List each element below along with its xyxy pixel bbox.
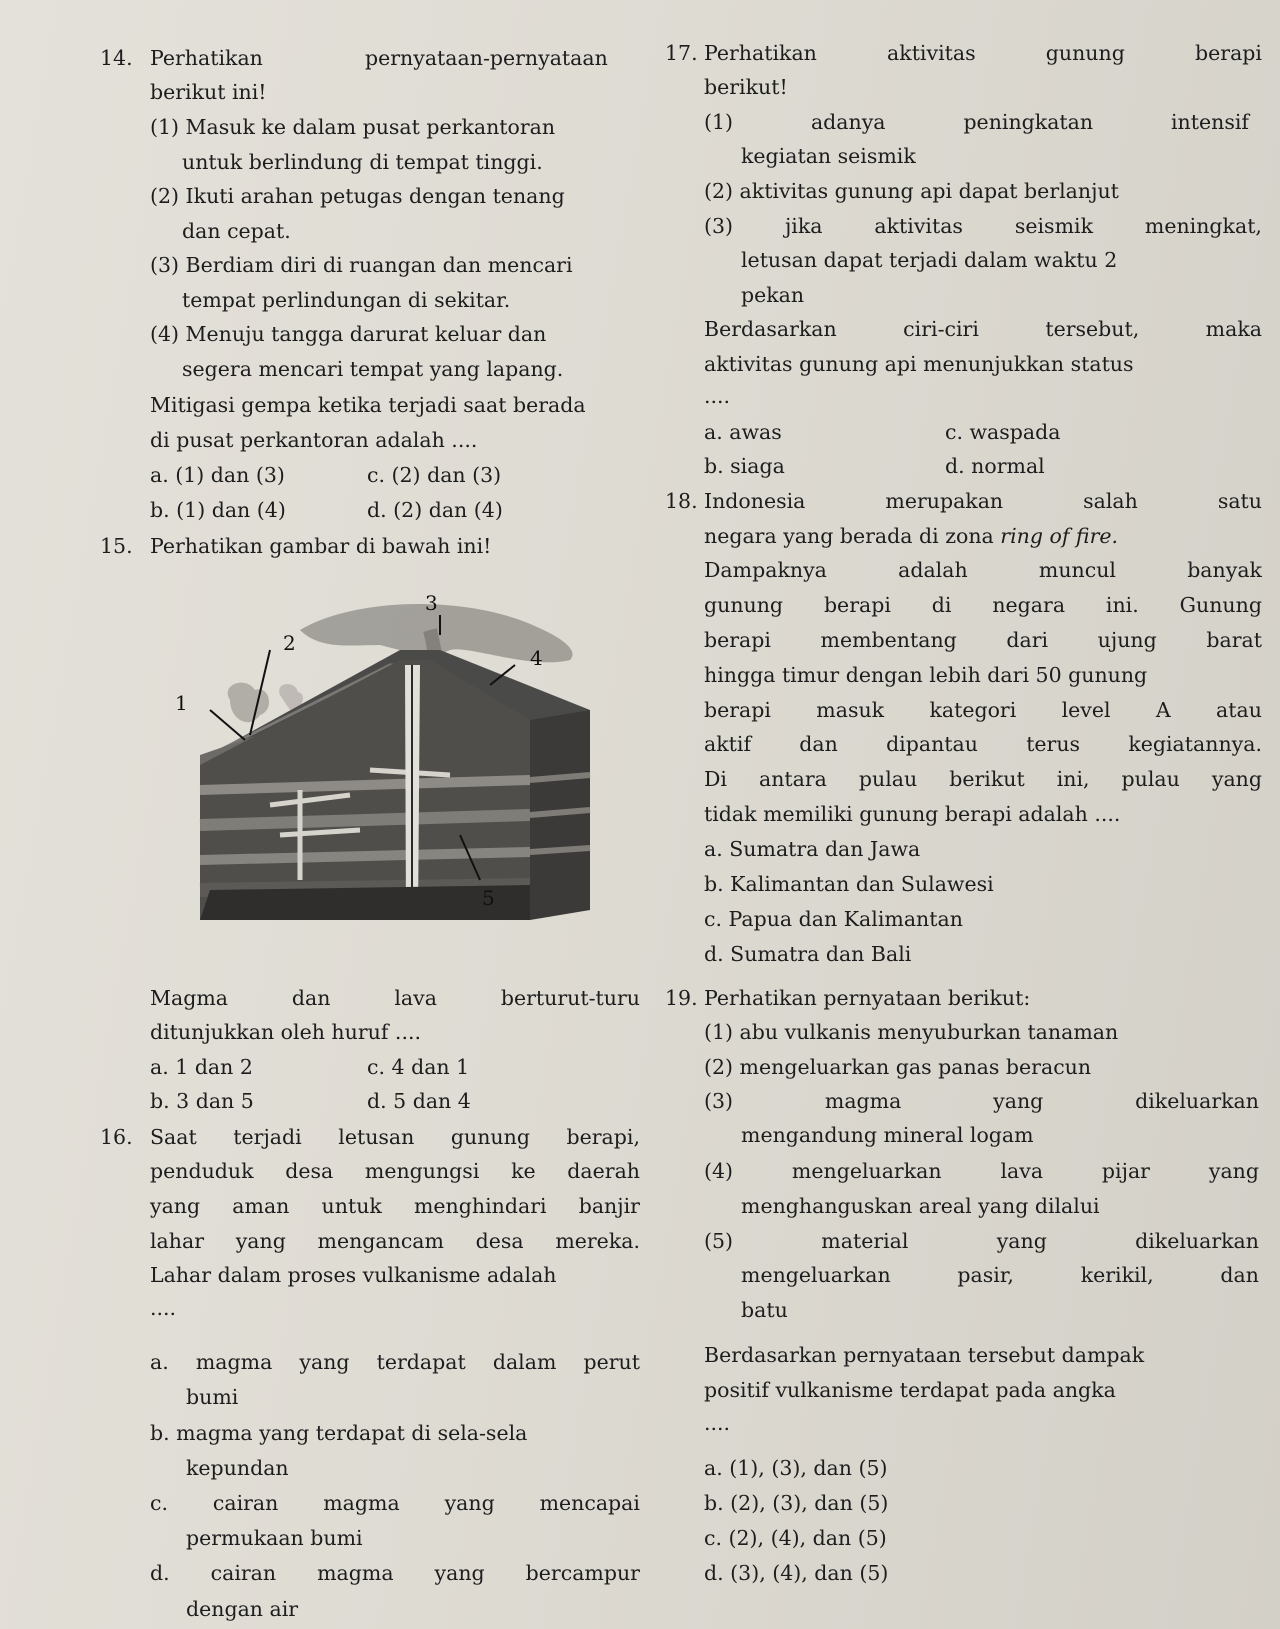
diagram-label-1: 1: [175, 691, 188, 715]
q19-option-c[interactable]: c. (2), (4), dan (5): [704, 1526, 887, 1550]
diagram-label-3: 3: [425, 591, 438, 615]
q17-statement-2: (2) aktivitas gunung api dapat berlanjut: [704, 179, 1119, 203]
q17-question: Berdasarkan ciri-ciri tersebut, maka: [704, 317, 1262, 341]
q19-option-d[interactable]: d. (3), (4), dan (5): [704, 1561, 889, 1585]
q14-option-a[interactable]: a. (1) dan (3): [150, 463, 285, 487]
q19-option-b[interactable]: b. (2), (3), dan (5): [704, 1491, 889, 1515]
q17-number: 17.: [665, 41, 698, 65]
q17-statement-3: (3) jika aktivitas seismik meningkat,: [704, 214, 1262, 238]
q17-option-c[interactable]: c. waspada: [945, 420, 1061, 444]
q17-statement-3: pekan: [741, 283, 805, 307]
q19-question: Berdasarkan pernyataan tersebut dampak: [704, 1343, 1145, 1367]
q19-statement-5: (5) material yang dikeluarkan: [704, 1229, 1259, 1253]
q17-statement-3: letusan dapat terjadi dalam waktu 2: [741, 248, 1118, 272]
q16-question: Lahar dalam proses vulkanisme adalah: [150, 1263, 557, 1287]
q18-question: berapi membentang dari ujung barat: [704, 628, 1262, 652]
q18-option-b[interactable]: b. Kalimantan dan Sulawesi: [704, 872, 994, 896]
q15-question: Magma dan lava berturut-turu: [150, 986, 640, 1010]
q17-question: aktivitas gunung api menunjukkan status: [704, 352, 1134, 376]
q18-question: Di antara pulau berikut ini, pulau yang: [704, 767, 1262, 791]
q18-question: gunung berapi di negara ini. Gunung: [704, 593, 1262, 617]
q17-option-d[interactable]: d. normal: [945, 454, 1045, 478]
q16-number: 16.: [100, 1125, 133, 1149]
q16-option-b[interactable]: kepundan: [186, 1456, 289, 1480]
q14-option-b[interactable]: b. (1) dan (4): [150, 498, 286, 522]
diagram-label-2: 2: [283, 631, 296, 655]
q15-number: 15.: [100, 534, 133, 558]
q16-question: Saat terjadi letusan gunung berapi,: [150, 1125, 640, 1149]
q19-intro: Perhatikan pernyataan berikut:: [704, 986, 1031, 1010]
q17-intro: Perhatikan aktivitas gunung berapi: [704, 41, 1262, 65]
q18-option-c[interactable]: c. Papua dan Kalimantan: [704, 907, 963, 931]
q14-option-d[interactable]: d. (2) dan (4): [367, 498, 503, 522]
q16-option-c[interactable]: c. cairan magma yang mencapai: [150, 1491, 640, 1515]
q14-question: di pusat perkantoran adalah ....: [150, 428, 478, 452]
q16-question: lahar yang mengancam desa mereka.: [150, 1229, 640, 1253]
q14-option-c[interactable]: c. (2) dan (3): [367, 463, 502, 487]
q17-intro: berikut!: [704, 75, 788, 99]
q14-statement-2: (2) Ikuti arahan petugas dengan tenang: [150, 184, 565, 208]
q15-option-b[interactable]: b. 3 dan 5: [150, 1089, 254, 1113]
q18-question: tidak memiliki gunung berapi adalah ....: [704, 802, 1121, 826]
q16-option-b[interactable]: b. magma yang terdapat di sela-sela: [150, 1421, 528, 1445]
q17-question: ....: [704, 384, 731, 408]
q18-question: negara yang berada di zona ring of fire.: [704, 524, 1119, 548]
q15-option-d[interactable]: d. 5 dan 4: [367, 1089, 471, 1113]
q16-option-a[interactable]: bumi: [186, 1385, 239, 1409]
q16-option-d[interactable]: dengan air: [186, 1597, 299, 1621]
q17-statement-1: kegiatan seismik: [741, 144, 916, 168]
q14-statement-3: (3) Berdiam diri di ruangan dan mencari: [150, 253, 573, 277]
q19-question: ....: [704, 1411, 731, 1435]
diagram-label-4: 4: [530, 646, 543, 670]
q18-question: berapi masuk kategori level A atau: [704, 698, 1262, 722]
q14-intro: berikut ini!: [150, 80, 267, 104]
q16-question: yang aman untuk menghindari banjir: [150, 1194, 640, 1218]
q19-statement-5: batu: [741, 1298, 788, 1322]
q19-question: positif vulkanisme terdapat pada angka: [704, 1378, 1116, 1402]
q18-question: hingga timur dengan lebih dari 50 gunung: [704, 663, 1148, 687]
q14-statement-3: tempat perlindungan di sekitar.: [182, 288, 511, 312]
q15-intro: Perhatikan gambar di bawah ini!: [150, 534, 492, 558]
q18-option-a[interactable]: a. Sumatra dan Jawa: [704, 837, 921, 861]
q14-intro: pernyataan-pernyataan: [365, 46, 608, 70]
q19-statement-2: (2) mengeluarkan gas panas beracun: [704, 1055, 1092, 1079]
q19-statement-3: mengandung mineral logam: [741, 1123, 1034, 1147]
diagram-label-5: 5: [482, 886, 495, 910]
q16-option-c[interactable]: permukaan bumi: [186, 1526, 363, 1550]
q16-question: penduduk desa mengungsi ke daerah: [150, 1159, 640, 1183]
q19-statement-3: (3) magma yang dikeluarkan: [704, 1089, 1259, 1113]
q16-option-d[interactable]: d. cairan magma yang bercampur: [150, 1561, 640, 1585]
q18-question: aktif dan dipantau terus kegiatannya.: [704, 732, 1262, 756]
q18-option-d[interactable]: d. Sumatra dan Bali: [704, 942, 912, 966]
q14-statement-1: (1) Masuk ke dalam pusat perkantoran: [150, 115, 556, 139]
q17-statement-1: (1) adanya peningkatan intensif: [704, 110, 1249, 134]
q14-question: Mitigasi gempa ketika terjadi saat berada: [150, 393, 586, 417]
q15-question: ditunjukkan oleh huruf ....: [150, 1020, 421, 1044]
q16-option-a[interactable]: a. magma yang terdapat dalam perut: [150, 1350, 640, 1374]
q17-option-b[interactable]: b. siaga: [704, 454, 785, 478]
q19-statement-4: (4) mengeluarkan lava pijar yang: [704, 1159, 1259, 1183]
q14-number: 14.: [100, 46, 133, 70]
q19-statement-5: mengeluarkan pasir, kerikil, dan: [741, 1263, 1259, 1287]
q14-intro: Perhatikan: [150, 46, 263, 70]
q15-option-a[interactable]: a. 1 dan 2: [150, 1055, 253, 1079]
q14-statement-4: (4) Menuju tangga darurat keluar dan: [150, 322, 547, 346]
q14-statement-4: segera mencari tempat yang lapang.: [182, 357, 564, 381]
q15-option-c[interactable]: c. 4 dan 1: [367, 1055, 470, 1079]
q14-statement-2: dan cepat.: [182, 219, 291, 243]
q19-option-a[interactable]: a. (1), (3), dan (5): [704, 1456, 888, 1480]
q19-statement-4: menghanguskan areal yang dilalui: [741, 1194, 1100, 1218]
q19-statement-1: (1) abu vulkanis menyuburkan tanaman: [704, 1020, 1119, 1044]
ring-of-fire-term: ring of fire.: [1000, 524, 1119, 548]
q18-question: Indonesia merupakan salah satu: [704, 489, 1262, 513]
q14-statement-1: untuk berlindung di tempat tinggi.: [182, 150, 543, 174]
q18-number: 18.: [665, 489, 698, 513]
q18-question: Dampaknya adalah muncul banyak: [704, 558, 1262, 582]
volcano-cross-section-diagram: [150, 590, 630, 960]
q19-number: 19.: [665, 986, 698, 1010]
q17-option-a[interactable]: a. awas: [704, 420, 782, 444]
q16-question: ....: [150, 1296, 177, 1320]
